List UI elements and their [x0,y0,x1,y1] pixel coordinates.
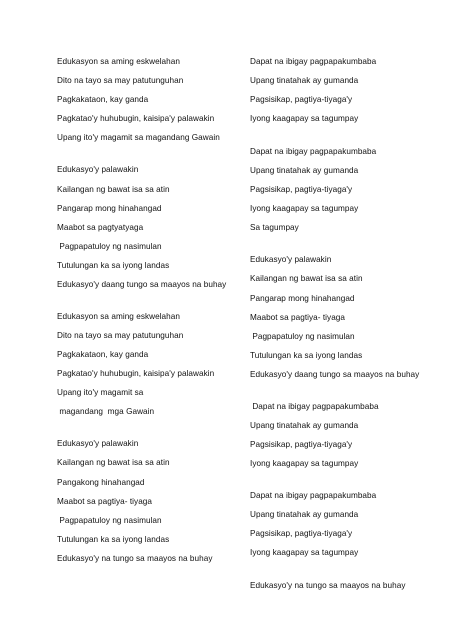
lyric-line: Pangakong hinahangad [57,478,145,487]
lyric-line: Pagkakataon, kay ganda [57,350,149,359]
lyric-line: Kailangan ng bawat isa sa atin [57,458,170,467]
lyric-line: Dapat na ibigay pagpapakumbaba [250,57,377,66]
lyric-line: Upang ito'y magamit sa magandang Gawain [57,133,220,142]
lyric-line: Pangarap mong hinahangad [250,294,355,303]
lyric-line: Edukasyon sa aming eskwelahan [57,57,180,66]
lyric-line: Pagpapatuloy ng nasimulan [57,242,162,251]
lyric-line: Pagsisikap, pagtiya-tiyaga'y [250,529,353,538]
lyric-line: Pagsisikap, pagtiya-tiyaga'y [250,185,353,194]
lyric-line: Iyong kaagapay sa tagumpay [250,548,359,557]
lyric-line: Upang tinatahak ay gumanda [250,166,359,175]
lyric-line: Sa tagumpay [250,223,299,232]
lyric-line: Iyong kaagapay sa tagumpay [250,114,359,123]
lyric-line: Dapat na ibigay pagpapakumbaba [250,491,377,500]
lyric-line: Kailangan ng bawat isa sa atin [250,274,363,283]
lyric-line: Edukasyo'y palawakin [57,439,139,448]
lyric-line: Dito na tayo sa may patutunguhan [57,76,184,85]
lyric-line: Edukasyo'y na tungo sa maayos na buhay [250,581,406,590]
lyric-line: Pagkakataon, kay ganda [57,95,149,104]
lyric-line: Upang tinatahak ay gumanda [250,510,359,519]
lyric-line: Upang tinatahak ay gumanda [250,76,359,85]
lyric-line: Dapat na ibigay pagpapakumbaba [250,402,379,411]
lyric-line: Edukasyo'y palawakin [250,255,332,264]
lyric-line: Pagpapatuloy ng nasimulan [250,332,355,341]
lyric-line: Pagkatao'y huhubugin, kaisipa'y palawakin [57,114,215,123]
lyric-line: Pagsisikap, pagtiya-tiyaga'y [250,95,353,104]
lyric-line: Tutulungan ka sa iyong landas [250,351,363,360]
lyric-line: Kailangan ng bawat isa sa atin [57,185,170,194]
lyric-line: Pagsisikap, pagtiya-tiyaga'y [250,440,353,449]
lyric-line: Dapat na ibigay pagpapakumbaba [250,147,377,156]
lyric-line: Upang tinatahak ay gumanda [250,421,359,430]
lyric-line: Tutulungan ka sa iyong landas [57,535,170,544]
lyric-line: Tutulungan ka sa iyong landas [57,261,170,270]
lyric-line: Edukasyo'y daang tungo sa maayos na buhay [57,280,227,289]
lyric-line: Iyong kaagapay sa tagumpay [250,459,359,468]
lyric-line: Pangarap mong hinahangad [57,204,162,213]
lyric-line: Edukasyon sa aming eskwelahan [57,312,180,321]
lyric-line: Maabot sa pagtiya- tiyaga [250,313,346,322]
lyric-line: Maabot sa pagtyatyaga [57,223,144,232]
lyric-line: Edukasyo'y daang tungo sa maayos na buhay [250,370,420,379]
lyric-line: Dito na tayo sa may patutunguhan [57,331,184,340]
lyric-line: Edukasyo'y palawakin [57,165,139,174]
lyric-line: Maabot sa pagtiya- tiyaga [57,497,153,506]
lyric-line: Pagpapatuloy ng nasimulan [57,516,162,525]
lyric-line: Iyong kaagapay sa tagumpay [250,204,359,213]
lyric-line: Upang ito'y magamit sa [57,388,144,397]
lyric-line: magandang mga Gawain [57,407,155,416]
lyric-line: Edukasyo'y na tungo sa maayos na buhay [57,554,213,563]
lyric-line: Pagkatao'y huhubugin, kaisipa'y palawakin [57,369,215,378]
